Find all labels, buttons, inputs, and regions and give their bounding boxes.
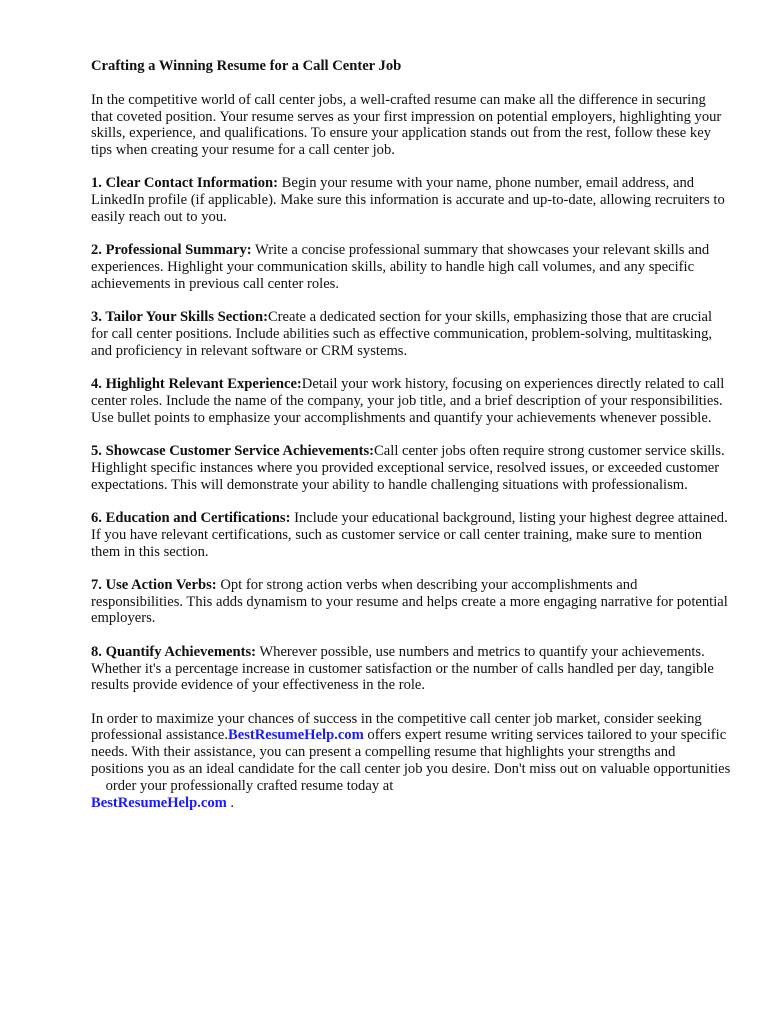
closing-text-after-link: offers expert resume writing services tailored to your specific needs. With their assistance, you can present a compelling resume that highlights your strengths and positions you as an ideal candidate for the call center job you desire. Don't miss out on valuable opportunities order your professionally crafted resume today at xyxy=(91,727,731,794)
tip-5-body: Call center jobs often require strong customer service skills. Highlight specific instances where you provided exceptional service, resolved issues, or exceeded customer expectations. This will demonstrate your ability to handle challenging situations with professionalism. xyxy=(91,443,725,493)
bestresumehelp-link-inline[interactable]: BestResumeHelp.com xyxy=(227,727,364,744)
tip-8-body: Wherever possible, use numbers and metrics to quantify your achievements. Whether it's a percentage increase in customer satisfaction or the number of calls handled per day, tangible results provide evidence of your effectiveness in the role. xyxy=(91,643,714,694)
document-title: Crafting a Winning Resume for a Call Center Job xyxy=(91,58,402,74)
intro-paragraph: In the competitive world of call center jobs, a well-crafted resume can make all the difference in securing that coveted position. Your resume serves as your first impression on potential employers, highlighting your skills, experience, and qualifications. To ensure your application stands out from the rest, follow these key tips when creating your resume for a call center job. xyxy=(91,91,722,159)
tip-4-heading: 4. Highlight Relevant Experience: xyxy=(91,376,302,393)
closing-text-before-link: In order to maximize your chances of success in the competitive call center job market, consider seeking professional assistance. xyxy=(91,710,702,744)
tip-6-body: Include your educational background, listing your highest degree attained. If you have relevant certifications, such as customer service or call center training, make sure to mention them in this section. xyxy=(91,509,728,560)
tip-7-body: Opt for strong action verbs when describing your accomplishments and responsibilities. This adds dynamism to your resume and helps create a more engaging narrative for potential employers. xyxy=(91,576,728,627)
document-page xyxy=(91,58,731,828)
closing-paragraph xyxy=(91,711,731,812)
tip-8-paragraph xyxy=(91,644,731,694)
tip-4-paragraph xyxy=(91,376,731,426)
tip-7-heading: 7. Use Action Verbs: xyxy=(91,576,217,593)
tip-2-paragraph xyxy=(91,242,731,292)
tip-1-heading: 1. Clear Contact Information: xyxy=(91,175,278,192)
tip-5-heading: 5. Showcase Customer Service Achievements: xyxy=(91,443,375,460)
tip-2-heading: 2. Professional Summary: xyxy=(91,242,252,259)
tip-8-heading: 8. Quantify Achievements: xyxy=(91,643,256,660)
tip-1-paragraph xyxy=(91,175,731,225)
tip-3-heading: 3. Tailor Your Skills Section: xyxy=(91,309,268,326)
tip-3-paragraph xyxy=(91,309,731,359)
tip-2-body: Write a concise professional summary that showcases your relevant skills and experiences. Highlight your communication skills, ability to handle high call volumes, and any specific achievements in previous call center roles. xyxy=(91,242,710,292)
tip-1-body: Begin your resume with your name, phone number, email address, and LinkedIn profile (if applicable). Make sure this information is accurate and up-to-date, allowing recruiters to easily reach out to you. xyxy=(91,175,725,226)
closing-end-period: . xyxy=(226,794,235,811)
tip-5-paragraph xyxy=(91,443,731,493)
tip-7-paragraph xyxy=(91,577,731,627)
bestresumehelp-link-final[interactable]: BestResumeHelp.com xyxy=(91,794,227,811)
tip-6-heading: 6. Education and Certifications: xyxy=(91,509,291,526)
tip-4-body: Detail your work history, focusing on experiences directly related to call center roles. Include the name of the company, your job title, and a brief description of your responsibilities. Use bullet points to emphasize your accomplishments and quantify your achievements whenever possible. xyxy=(91,376,725,426)
tip-3-body: Create a dedicated section for your skills, emphasizing those that are crucial for call center positions. Include abilities such as effective communication, problem-solving, multitasking, and proficiency in relevant software or CRM systems. xyxy=(91,309,713,359)
tip-6-paragraph xyxy=(91,510,731,560)
